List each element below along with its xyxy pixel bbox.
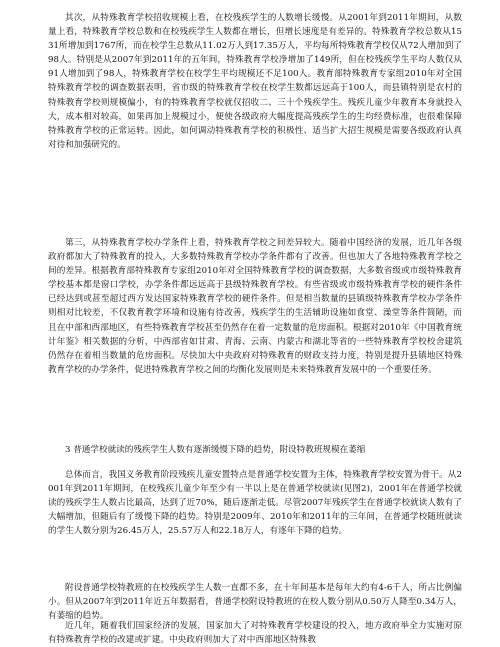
section-heading: 3 普通学校就读的残疾学生人数有逐渐缓慢下降的趋势，附设特教班规模在萎缩 [65, 445, 366, 455]
paragraph-school-conditions: 第三，从特殊教育学校办学条件上看，特殊教育学校之间差异较大。随着中国经济的发展，近几年各级政府都加大了特殊教育的投入，大多数特殊教育学校办学条件都有了改善。但也加大了各地特殊教育学校之间的差异。根据教育部特殊教育专家组2010年对全国特殊教育学校的调查数据，大多数省级或市级特殊教育学校基本都是窗口学校，办学条件都远远高于县级特殊教育学校。有些省级或市级特殊教育学校的硬件条件已经达到或甚至超过西方发达国家特殊教育学校的硬件条件。但是相当数量的县镇级特殊教育学校办学条件则相对比较差，不仅教育教学环境和设施有待改善，残疾学生的生活辅助设施如食堂、澡堂等条件简陋，而且在中部和西部地区，有些特殊教育学校甚至仍然存在着一定数量的危房面积。根据对2010年《中国教育统计年鉴》相关数据的分析，中西部省如甘肃、青海、云南、内蒙古和湖北等省的一些特殊教育学校校舍建筑仍然存在着相当数量的危房面积。尽快加大中央政府对特殊教育的财政支持力度，特别是提升县镇地区特殊教育学校的办学条件，促进特殊教育学校之间的均衡化发展则是未来特殊教育发展中的一个重要任务。 [48, 238, 462, 375]
paragraph-enrollment-scale: 其次，从特殊教育学校招收规模上看，在校残疾学生的人数增长缓慢。从2001年到2011年期间，从数量上看，特殊教育学校总数和在校残疾学生人数都在增长，但增长速度是有差异的。特殊教育学校总数从1531所增加到1767所，而在校学生总数从11.02万人到17.35万人，平均每所特殊教育学校仅从72人增加到了98人。特别是从2007年到2011年的五年间，特殊教育学校净增加了149所，但在校残疾学生平均人数仅从91人增加到了98人，特殊教育学校在校学生平均规模还不足100人。教育部特殊教育专家组2010年对全国特殊教育学校的调查数据表明，省市级的特殊教育学校在校学生数都远远高于100人，而县镇特别是农村的特殊教育学校则规模偏小，有的特殊教育学校就仅招收二、三十个残疾学生。残疾儿童少年教育本身就投入大，成本相对较高，如果再加上规模过小，便使各级政府大幅度提高残疾学生的生均经费标准，也很难保障特殊教育学校的正常运转。因此，如何调动特殊教育学校的积极性、适当扩大招生规模是需要各级政府认真对待和加强研究的。 [48, 13, 462, 150]
paragraph-recent-years: 近几年，随着我们国家经济的发展，国家加大了对特殊教育学校建设的投入，地方政府举全力实施对原有特殊教育学校的改建或扩建。中央政府则加大了对中西部地区特殊教 [48, 621, 462, 646]
paragraph-placement-overview: 总体而言，我国义务教育阶段残疾儿童安置特点是普通学校安置为主体，特殊教育学校安置为骨干。从2001年到2011年期间，在校残疾儿童少年至少有一半以上是在普通学校就读(见图2)，2001年在普通学校就读的残疾学生人数占比最高，达到了近70%，随后逐渐走低。尽管2007年残疾学生在普通学校就读人数有了大幅增加，但随后有了缓慢下降的趋势。特别是2009年、2010年和2011年的三年间，在普通学校随班就读的学生人数分别为26.45万人，25.57万人和22.18万人，有逐年下降的趋势。 [48, 470, 462, 537]
paragraph-special-classes: 附设普通学校特教班的在校残疾学生人数一直都不多，在十年间基本是每年大约有4-6千人，所占比例偏小。但从2007年到2011年近五年数据看，普通学校附设特教班的在校人数分别从0.50万人降至0.34万人，有萎缩的趋势。 [48, 583, 462, 622]
